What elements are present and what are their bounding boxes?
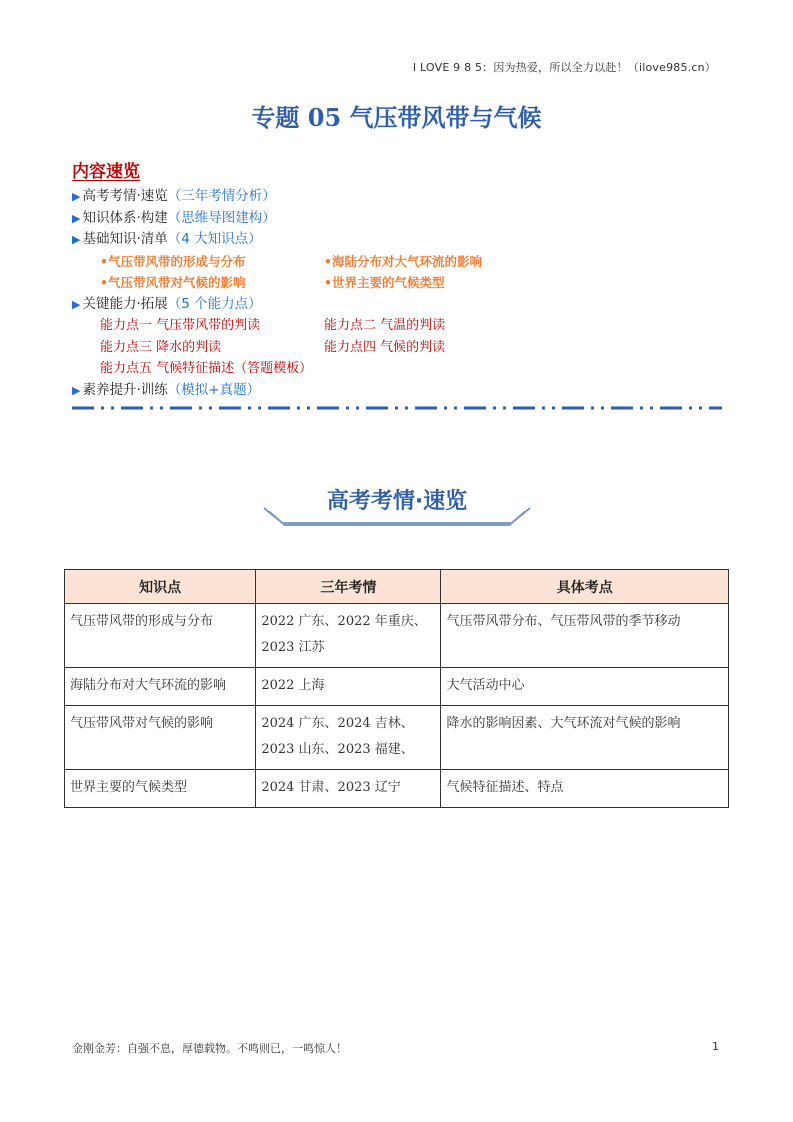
- table-of-contents: [72, 186, 732, 401]
- triangle-right-icon: ▶: [72, 383, 81, 397]
- table-cell: 世界主要的气候类型: [65, 770, 256, 808]
- table-cell: 海陆分布对大气环流的影响: [65, 668, 256, 706]
- toc-section-label: 素养提升·训练: [82, 381, 168, 398]
- toc-heading: 内容速览: [72, 162, 140, 182]
- toc-section-note: （三年考情分析）: [167, 188, 276, 204]
- table-cell: 2024 甘肃、2023 辽宁: [256, 770, 441, 808]
- table-cell: 降水的影响因素、大气环流对气候的影响: [441, 706, 729, 770]
- table-row: [65, 706, 729, 770]
- toc-section-label: 基础知识·清单: [82, 231, 168, 247]
- table-cell: 2022 上海: [256, 668, 441, 706]
- toc-section-note: （4 大知识点）: [167, 231, 262, 247]
- triangle-right-icon: ▶: [72, 297, 81, 311]
- knowledge-point-row: [72, 251, 732, 273]
- ability-point: 能力点三 降水的判读: [100, 339, 222, 355]
- banner-title: 高考考情·速览: [326, 489, 468, 514]
- toc-section: [72, 380, 732, 402]
- triangle-right-icon: ▶: [72, 233, 81, 246]
- table-cell: 2024 广东、2024 吉林、2023 山东、2023 福建、: [256, 706, 441, 770]
- column-header: 知识点: [65, 570, 256, 604]
- column-header: 具体考点: [441, 570, 729, 604]
- toc-section-label: 高考考情·速览: [82, 188, 168, 204]
- toc-section-label: 知识体系·构建: [82, 209, 168, 226]
- header-note: I LOVE 9 8 5：因为热爱，所以全力以赴！（ilove985.cn）: [412, 61, 716, 74]
- knowledge-point-row: [72, 272, 732, 294]
- ability-point-row: [72, 358, 732, 380]
- knowledge-point: •气压带风带的形成与分布: [100, 253, 246, 269]
- triangle-right-icon: ▶: [72, 211, 81, 225]
- toc-section-note: （思维导图建构）: [167, 209, 276, 226]
- toc-section: [72, 229, 732, 251]
- toc-section-label: 关键能力·拓展: [82, 295, 168, 312]
- ability-point-row: [72, 315, 732, 337]
- table-header-row: [65, 570, 729, 604]
- ability-point-row: [72, 337, 732, 359]
- table-cell: 2022 广东、2022 年重庆、2023 江苏: [256, 604, 441, 668]
- knowledge-point: •气压带风带对气候的影响: [100, 275, 246, 290]
- toc-section: [72, 208, 732, 230]
- table-row: [65, 604, 729, 668]
- dash-dot-divider: [72, 404, 722, 412]
- document-title: 专题 05 气压带风带与气候: [251, 103, 542, 132]
- table-row: [65, 770, 729, 808]
- table-cell: 气压带风带分布、气压带风带的季节移动: [441, 604, 729, 668]
- table-cell: 气压带风带对气候的影响: [65, 706, 256, 770]
- ability-point: 能力点二 气温的判读: [324, 318, 446, 333]
- ability-point: 能力点五 气候特征描述（答题模板）: [100, 361, 313, 376]
- table-row: [65, 668, 729, 706]
- toc-section: [72, 186, 732, 208]
- knowledge-point: •世界主要的气候类型: [324, 275, 445, 290]
- table-cell: 大气活动中心: [441, 668, 729, 706]
- knowledge-point: •海陆分布对大气环流的影响: [324, 253, 482, 269]
- table-cell: 气候特征描述、特点: [441, 770, 729, 808]
- ability-point: 能力点四 气候的判读: [324, 339, 446, 355]
- table-cell: 气压带风带的形成与分布: [65, 604, 256, 668]
- exam-analysis-table: [64, 569, 729, 808]
- ability-point: 能力点一 气压带风带的判读: [100, 318, 261, 333]
- footer-motto: 金刚金芳：自强不息，厚德载物。不鸣则已，一鸣惊人！: [72, 1042, 347, 1055]
- column-header: 三年考情: [256, 570, 441, 604]
- triangle-right-icon: ▶: [72, 190, 81, 203]
- toc-section-note: （模拟+真题）: [167, 381, 261, 398]
- section-banner: [72, 478, 722, 538]
- page-number: 1: [712, 1040, 719, 1053]
- toc-section-note: （5 个能力点）: [167, 295, 262, 312]
- toc-section: [72, 294, 732, 316]
